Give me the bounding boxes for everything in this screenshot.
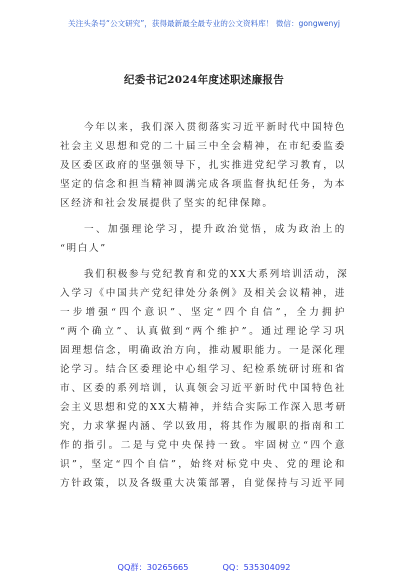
paragraph-line: 究，力求掌握内涵、学以致用，将其作为履职的指南和工 — [60, 421, 346, 432]
paragraph-line: 作的指引。二是与党中央保持一致。牢固树立“四个意 — [60, 440, 346, 451]
paragraph-line: 方针政策，以及各级重大决策部署，自觉保持与习近平同 — [60, 478, 346, 489]
paragraph-line: 我们积极参与党纪教育和党的XX大系列培训活动，深 — [84, 269, 349, 280]
header-notice: 关注头条号“公文研究”，获得最新最全最专业的公文资料库！ 微信：gongwenyj — [68, 19, 340, 28]
paragraph-line: 今年以来，我们深入贯彻落实习近平新时代中国特色 — [84, 122, 346, 133]
document-title: 纪委书记2024年度述职述廉报告 — [123, 74, 285, 86]
paragraph-line: “两个确立”、认真做到“两个维护”。通过理论学习巩 — [60, 326, 346, 337]
paragraph-line: 及区委区政府的坚强领导下，扎实推进党纪学习教育，以 — [60, 160, 346, 171]
paragraph-line: 会主义思想和党的XX大精神，并结合实际工作深入思考研 — [60, 402, 347, 413]
paragraph-line: 社会主义思想和党的二十届三中全会精神，在市纪委监委 — [60, 141, 346, 152]
qq-group-label: QQ群： — [117, 562, 147, 572]
paragraph-line: 市、区委的系列培训，认真领会习近平新时代中国特色社 — [60, 383, 346, 394]
paragraph-line: 入学习《中国共产党纪律处分条例》及相关会议精神，进 — [60, 288, 346, 299]
paragraph-line: 论学习。结合区委理论中心组学习、纪检系统研讨班和省 — [60, 364, 346, 375]
qq-label: QQ： — [222, 562, 244, 572]
paragraph-line: 识”，坚定“四个自信”，始终对标党中央、党的理论和 — [60, 459, 346, 470]
paragraph-line: 坚定的信念和担当精神圆满完成各项监督执纪任务，为本 — [60, 179, 346, 190]
qq-group-number: 30265665 — [146, 562, 189, 572]
paragraph-line: 固理想信念，明确政治方向，推动履职能力。一是深化理 — [60, 345, 346, 356]
paragraph-line: 区经济和社会发展提供了坚实的纪律保障。 — [60, 198, 274, 209]
qq-number: 535304092 — [243, 562, 291, 572]
section-heading-line: 一、加强理论学习，提升政治觉悟，成为政治上的 — [84, 224, 346, 235]
section-heading-line: “明白人” — [60, 243, 107, 254]
paragraph-line: 一步增强“四个意识”、坚定“四个自信”，全力拥护 — [60, 307, 346, 318]
footer-contact — [0, 562, 408, 573]
